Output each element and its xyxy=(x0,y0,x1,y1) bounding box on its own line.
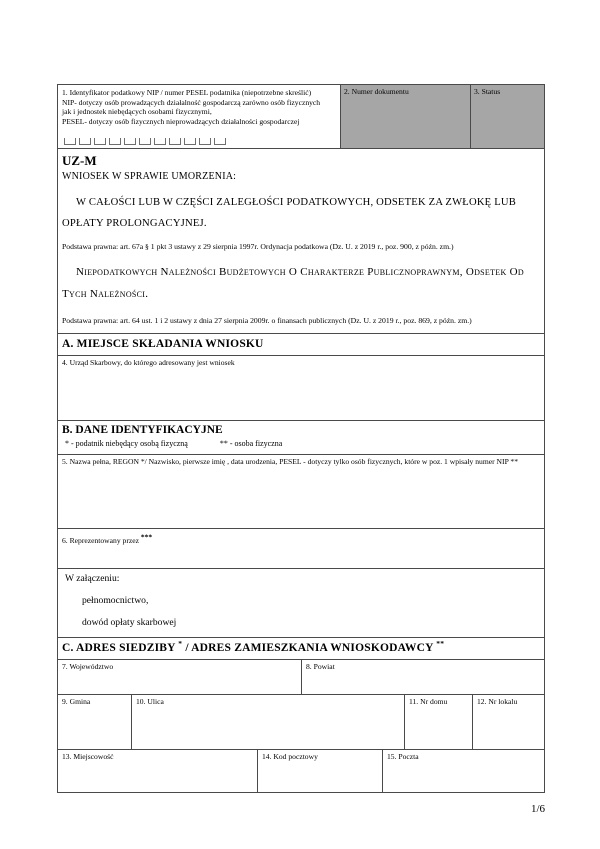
top-identification-row xyxy=(57,84,545,149)
attachments-heading: W załączeniu: xyxy=(65,572,120,584)
field15-label: 15. Poczta xyxy=(387,751,419,761)
field5-label: 5. Nazwa pełna, REGON */ Nazwisko, pierwsze imię , data urodzenia, PESEL - dotyczy tylko osób fizycznych, które w poz. 1 wpisały numer NIP ** xyxy=(62,456,518,466)
attachment-item-pelnomocnictwo: pełnomocnictwo, xyxy=(82,594,149,606)
digit-cell[interactable] xyxy=(109,138,121,145)
field4-label: 4. Urząd Skarbowy, do którego adresowany jest wniosek xyxy=(62,357,235,367)
section-b-header xyxy=(57,420,545,455)
section-a-header: A. MIEJSCE SKŁADANIA WNIOSKU xyxy=(57,333,545,356)
section-b-notes xyxy=(62,439,537,448)
digit-cell[interactable] xyxy=(199,138,211,145)
attachments-box xyxy=(57,568,545,638)
digit-cell[interactable] xyxy=(64,138,76,145)
field6-asterisks: *** xyxy=(140,532,153,542)
field13-label: 13. Miejscowość xyxy=(62,751,114,761)
section-c-header xyxy=(57,637,545,660)
field11-label: 11. Nr domu xyxy=(409,696,448,706)
address-row-2 xyxy=(57,694,545,750)
field1-line2: NIP- dotyczy osób prowadzących działalność gospodarczą zarówno osób fizycznych xyxy=(62,97,321,107)
section-c-title-part1: C. ADRES SIEDZIBY xyxy=(62,641,176,654)
field5-nazwa-pelna[interactable] xyxy=(57,454,545,529)
section-c-sup2: ** xyxy=(436,638,445,648)
form-code: UZ-M xyxy=(62,153,97,168)
attachment-item-dowod-oplaty: dowód opłaty skarbowej xyxy=(82,616,177,628)
address-row-3 xyxy=(57,749,545,793)
field7-label: 7. Województwo xyxy=(62,661,114,671)
page-number: 1/6 xyxy=(530,803,545,815)
nip-pesel-description xyxy=(62,88,336,126)
field15-poczta[interactable] xyxy=(383,750,544,792)
section-c-title-part2: / ADRES ZAMIESZKANIA WNIOSKODAWCY xyxy=(185,641,434,654)
digit-cell[interactable] xyxy=(139,138,151,145)
section-b-title: B. DANE IDENTYFIKACYJNE xyxy=(62,423,223,436)
scope-paragraph-2: Niepodatkowych Należności Budżetowych O Charakterze Publicznoprawnym, Odsetek Od Tych Należności. xyxy=(62,265,524,300)
field10-label: 10. Ulica xyxy=(136,696,164,706)
field7-wojewodztwo[interactable] xyxy=(58,660,302,694)
field6-reprezentowany-przez[interactable] xyxy=(57,528,545,569)
field14-kod-pocztowy[interactable] xyxy=(258,750,383,792)
field12-nr-lokalu[interactable] xyxy=(473,695,544,749)
field8-label: 8. Powiat xyxy=(306,661,335,671)
field9-gmina[interactable] xyxy=(58,695,132,749)
numer-dokumentu-box[interactable] xyxy=(341,85,471,148)
digit-cell[interactable] xyxy=(169,138,181,145)
legal-basis-1: Podstawa prawna: art. 67a § 1 pkt 3 ustawy z 29 sierpnia 1997r. Ordynacja podatkowa (Dz. U. z 2019 r., poz. 900, z późn. zm.) xyxy=(62,242,454,251)
note-double-asterisk: ** - osoba fizyczna xyxy=(219,438,283,448)
digit-cell[interactable] xyxy=(79,138,91,145)
digit-cell[interactable] xyxy=(94,138,106,145)
title-block xyxy=(57,148,545,334)
legal-basis-2: Podstawa prawna: art. 64 ust. 1 i 2 ustawy z dnia 27 sierpnia 2009r. o finansach publicznych (Dz. U. z 2019 r., poz. 869, z późn. zm.) xyxy=(62,315,472,325)
digit-cell[interactable] xyxy=(124,138,136,145)
address-row-1 xyxy=(57,659,545,695)
digit-cell[interactable] xyxy=(184,138,196,145)
field1-line4: PESEL- dotyczy osób fizycznych nieprowadzących działalności gospodarczej xyxy=(62,116,300,126)
field8-powiat[interactable] xyxy=(302,660,544,694)
numer-dokumentu-label: 2. Numer dokumentu xyxy=(344,87,409,96)
uzm-form xyxy=(57,85,545,793)
digit-cell[interactable] xyxy=(154,138,166,145)
nip-digit-row[interactable] xyxy=(62,127,336,145)
field12-label: 12. Nr lokalu xyxy=(477,696,518,706)
status-box[interactable] xyxy=(471,85,544,148)
field1-label: 1. Identyfikator podatkowy NIP / numer PESEL podatnika (niepotrzebne skreślić) xyxy=(62,88,312,97)
nip-pesel-field[interactable] xyxy=(58,85,341,148)
field4-urzad-skarbowy[interactable] xyxy=(57,355,545,421)
field6-label: 6. Reprezentowany przez *** xyxy=(62,532,153,545)
field9-label: 9. Gmina xyxy=(62,696,91,706)
section-c-sup1: * xyxy=(178,638,183,648)
scope-paragraph-1: W CAŁOŚCI LUB W CZĘŚCI ZALEGŁOŚCI PODATKOWYCH, ODSETEK ZA ZWŁOKĘ LUB OPŁATY PROLONGACYJNEJ. xyxy=(62,197,516,229)
field14-label: 14. Kod pocztowy xyxy=(262,751,318,761)
field11-nr-domu[interactable] xyxy=(405,695,473,749)
status-label: 3. Status xyxy=(474,87,501,96)
form-heading: WNIOSEK W SPRAWIE UMORZENIA: xyxy=(62,171,237,182)
field1-line3: jak i jednostek niebędących osobami fizycznymi, xyxy=(62,107,212,117)
field10-ulica[interactable] xyxy=(132,695,405,749)
field13-miejscowosc[interactable] xyxy=(58,750,258,792)
note-single-asterisk: * - podatnik niebędący osobą fizyczną xyxy=(65,438,188,448)
digit-cell[interactable] xyxy=(214,138,226,145)
